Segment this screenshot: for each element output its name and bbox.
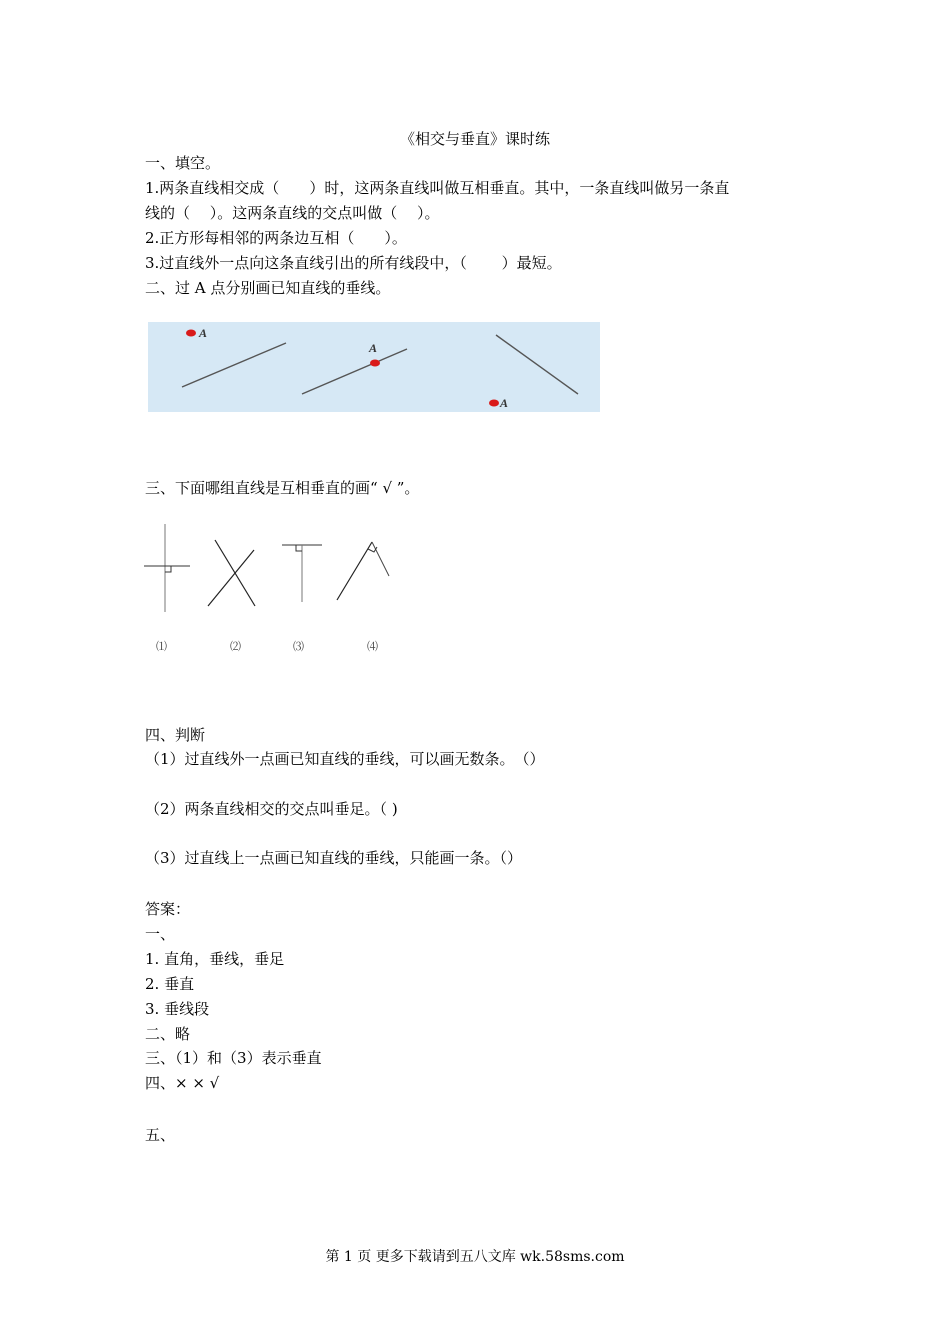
point-a-1-label: A xyxy=(199,326,208,340)
section1-heading: 一、填空。 xyxy=(145,154,221,172)
page-footer: 第 1 页 更多下载请到五八文库 wk.58sms.com xyxy=(325,1249,625,1265)
pair-4-label: ⑷ xyxy=(367,640,378,653)
answer-2: 2. 垂直 xyxy=(145,975,195,993)
line-pairs-figure xyxy=(140,520,400,620)
page-title: 《相交与垂直》课时练 xyxy=(399,130,550,148)
answer-section-5: 五、 xyxy=(145,1126,176,1144)
point-a-2 xyxy=(370,360,380,367)
section2-heading: 二、过 A 点分别画已知直线的垂线。 xyxy=(145,279,391,297)
answer-1: 1. 直角，垂线，垂足 xyxy=(145,950,285,968)
judge-1: （1）过直线外一点画已知直线的垂线，可以画无数条。 （） xyxy=(145,750,545,768)
pair-2-label: ⑵ xyxy=(230,640,241,653)
pair-4 xyxy=(337,542,389,600)
section3-heading: 三、下面哪组直线是互相垂直的画“ √ ”。 xyxy=(145,479,420,497)
point-a-2-label: A xyxy=(369,341,378,355)
question-3: 3.过直线外一点向这条直线引出的所有线段中，（ ）最短。 xyxy=(145,254,562,272)
section4-heading: 四、判断 xyxy=(145,726,206,744)
question-1-line-2: 线的（ ）。这两条直线的交点叫做（ ）。 xyxy=(145,204,440,222)
answer-section-3: 三、（1）和（3）表示垂直 xyxy=(145,1049,322,1067)
pair-3-label: ⑶ xyxy=(293,640,304,653)
judge-2: （2）两条直线相交的交点叫垂足。（ ) xyxy=(145,800,398,818)
perpendicular-exercise-figure xyxy=(148,322,600,412)
answer-section-2: 二、略 xyxy=(145,1025,191,1043)
pair-2 xyxy=(208,540,255,606)
point-a-3-label: A xyxy=(500,396,509,410)
answers-heading: 答案： xyxy=(145,900,191,918)
pair-1 xyxy=(144,524,190,612)
judge-3: （3）过直线上一点画已知直线的垂线，只能画一条。（） xyxy=(145,849,523,867)
pair-1-label: ⑴ xyxy=(156,640,167,653)
point-a-1 xyxy=(186,330,196,337)
answer-section-4: 四、× × √ xyxy=(145,1074,220,1092)
pair-3 xyxy=(282,545,322,602)
answer-3: 3. 垂线段 xyxy=(145,1000,210,1018)
answer-section-1: 一、 xyxy=(145,925,176,943)
figure-background xyxy=(148,322,600,412)
question-1-line-1: 1.两条直线相交成（ ）时，这两条直线叫做互相垂直。其中，一条直线叫做另一条直 xyxy=(145,179,730,197)
point-a-3 xyxy=(489,400,499,407)
question-2: 2.正方形每相邻的两条边互相（ ）。 xyxy=(145,229,407,247)
